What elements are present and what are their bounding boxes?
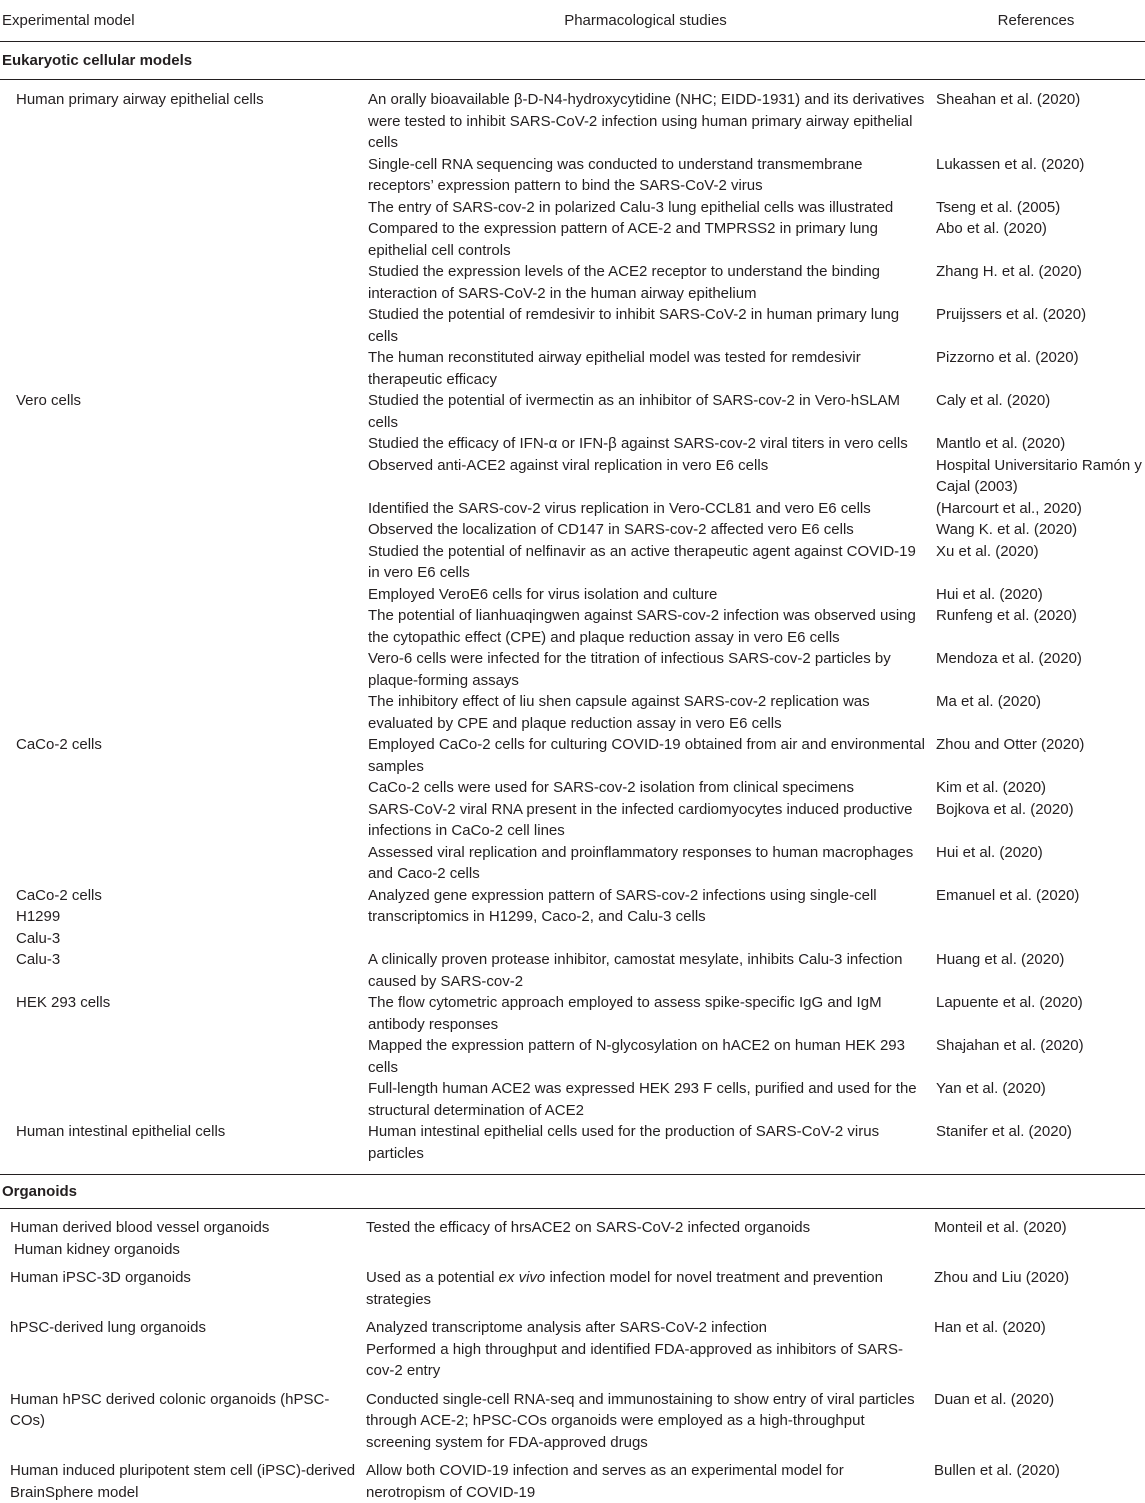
study-cell: Identified the SARS-cov-2 virus replication in Vero-CCL81 and vero E6 cells [368, 499, 871, 517]
study-cell: Studied the efficacy of IFN-α or IFN-β against SARS-cov-2 viral titers in vero cells [368, 435, 908, 452]
model-cell: CaCo-2 cells [16, 736, 102, 753]
section-body-organoids [0, 1209, 1145, 1503]
study-cell: SARS-CoV-2 viral RNA present in the infected cardiomyocytes induced productive infections in CaCo-2 cell lines [368, 800, 913, 839]
study-cell: A clinically proven protease inhibitor, camostat mesylate, inhibits Calu-3 infection caused by SARS-cov-2 [368, 951, 903, 990]
study-cell: Employed VeroE6 cells for virus isolation and culture [368, 585, 718, 603]
table-row [0, 304, 1145, 347]
reference-cell: Yan et al. (2020) [936, 1080, 1046, 1097]
table-row [0, 691, 1145, 734]
reference-cell: Stanifer et al. (2020) [936, 1123, 1072, 1140]
section-body-eukaryotic [0, 80, 1145, 1164]
model-cell [0, 304, 364, 347]
reference-cell: Monteil et al. (2020) [934, 1219, 1067, 1236]
reference-cell: Xu et al. (2020) [936, 542, 1039, 560]
model-cell [0, 842, 364, 885]
model-cell: Calu-3 [16, 951, 61, 968]
section-title-organoids: Organoids [0, 1174, 1145, 1209]
study-cell: Studied the potential of ivermectin as an inhibitor of SARS-cov-2 in Vero-hSLAM cells [368, 392, 900, 431]
reference-cell: Duan et al. (2020) [934, 1390, 1055, 1408]
study-cell: Single-cell RNA sequencing was conducted to understand transmembrane receptors’ expression pattern to bind the SARS-CoV-2 virus [368, 155, 863, 194]
table-row [0, 777, 1145, 799]
header-references: References [997, 12, 1075, 30]
study-cell: Studied the expression levels of the ACE2 receptor to understand the binding interaction of SARS-CoV-2 in the human airway epithelium [368, 263, 880, 302]
study-cell: Assessed viral replication and proinflammatory responses to human macrophages and Caco-2 cells [368, 843, 914, 882]
reference-cell: Hui et al. (2020) [936, 585, 1043, 603]
header-experimental-model: Experimental model [2, 12, 135, 30]
table-row [0, 1035, 1145, 1078]
study-cell: Conducted single-cell RNA-seq and immunostaining to show entry of viral particles through ACE-2; hPSC-COs organoids were employed as a high-throughput screening system for FDA-approved drugs [366, 1390, 915, 1451]
reference-cell: (Harcourt et al., 2020) [936, 499, 1082, 517]
reference-cell: Hospital Universitario Ramón y Cajal (2003) [936, 456, 1142, 495]
table-row [0, 498, 1145, 520]
reference-cell: Lukassen et al. (2020) [936, 155, 1085, 173]
model-cell [0, 799, 364, 842]
study-cell: The flow cytometric approach employed to assess spike-specific IgG and IgM antibody responses [368, 994, 882, 1033]
model-cell [0, 498, 364, 520]
reference-cell: Abo et al. (2020) [936, 220, 1047, 237]
model-cell [0, 433, 364, 455]
study-cell: The inhibitory effect of liu shen capsule against SARS-cov-2 replication was evaluated by CPE and plaque reduction assay in vero E6 cells [368, 693, 870, 732]
model-name: Human kidney organoids [14, 1240, 180, 1258]
table-row [0, 261, 1145, 304]
model-name: H1299 [16, 908, 61, 925]
model-cell: Human primary airway epithelial cells [16, 91, 264, 108]
table-row [0, 949, 1145, 992]
model-cell [0, 584, 364, 606]
reference-cell: Mantlo et al. (2020) [936, 435, 1066, 452]
study-text: infection model for novel treatment and prevention strategies [366, 1269, 883, 1308]
table-row [0, 648, 1145, 691]
model-cell [0, 777, 364, 799]
model-cell: Human hPSC derived colonic organoids (hPSC-COs) [10, 1390, 330, 1429]
table-row [0, 1078, 1145, 1121]
model-cell [0, 197, 364, 219]
model-cell [0, 605, 364, 648]
table-row [0, 455, 1145, 498]
model-cell [0, 541, 364, 584]
table-row [0, 197, 1145, 219]
study-cell [362, 1267, 930, 1310]
study-cell: Observed the localization of CD147 in SARS-cov-2 affected vero E6 cells [368, 521, 854, 538]
reference-cell: Mendoza et al. (2020) [936, 650, 1082, 667]
study-cell: Employed CaCo-2 cells for culturing COVID-19 obtained from air and environmental samples [368, 736, 925, 775]
table-row [0, 1267, 1145, 1310]
study-cell: The entry of SARS-cov-2 in polarized Calu-3 lung epithelial cells was illustrated [368, 198, 894, 216]
table-row [0, 584, 1145, 606]
model-cell: Vero cells [16, 392, 82, 409]
reference-cell: Sheahan et al. (2020) [936, 91, 1081, 108]
reference-cell: Zhou and Otter (2020) [936, 736, 1085, 753]
study-cell: An orally bioavailable β-D-N4-hydroxycytidine (NHC; EIDD-1931) and its derivatives were tested to inhibit SARS-CoV-2 infection using human primary airway epithelial cells [368, 91, 925, 151]
table-row [0, 992, 1145, 1035]
model-cell [0, 455, 364, 498]
reference-cell: Bojkova et al. (2020) [936, 800, 1074, 818]
reference-cell: Tseng et al. (2005) [936, 198, 1061, 216]
study-emphasis: ex vivo [498, 1269, 546, 1286]
reference-cell: Runfeng et al. (2020) [936, 607, 1077, 624]
study-cell: Observed anti-ACE2 against viral replication in vero E6 cells [368, 456, 769, 474]
study-cell: Full-length human ACE2 was expressed HEK 293 F cells, purified and used for the structural determination of ACE2 [368, 1080, 917, 1119]
reference-cell: Pizzorno et al. (2020) [936, 349, 1079, 366]
table-row [0, 1317, 1145, 1382]
reference-cell: Hui et al. (2020) [936, 843, 1043, 861]
study-text: Performed a high throughput and identified FDA-approved as inhibitors of SARS-cov-2 entry [366, 1340, 903, 1379]
model-cell [0, 154, 364, 197]
model-name: CaCo-2 cells [16, 886, 102, 904]
section-title-eukaryotic: Eukaryotic cellular models [0, 42, 1145, 80]
model-cell [0, 885, 364, 950]
table-row [0, 1217, 1145, 1260]
reference-cell: Caly et al. (2020) [936, 392, 1051, 409]
model-cell: Human induced pluripotent stem cell (iPSC)-derived BrainSphere model [10, 1462, 356, 1501]
model-cell: HEK 293 cells [16, 994, 111, 1011]
reference-cell: Pruijssers et al. (2020) [936, 306, 1087, 323]
model-cell: Human intestinal epithelial cells [16, 1123, 226, 1140]
reference-cell: Han et al. (2020) [934, 1319, 1046, 1336]
reference-cell: Kim et al. (2020) [936, 779, 1047, 796]
study-cell: Mapped the expression pattern of N-glycosylation on hACE2 on human HEK 293 cells [368, 1037, 905, 1076]
model-cell [0, 218, 364, 261]
model-name: Calu-3 [16, 929, 61, 947]
study-cell: CaCo-2 cells were used for SARS-cov-2 isolation from clinical specimens [368, 779, 855, 796]
table-header [0, 0, 1145, 42]
table-row [0, 541, 1145, 584]
study-cell: Studied the potential of nelfinavir as an active therapeutic agent against COVID-19 in vero E6 cells [368, 542, 916, 581]
table-row [0, 1460, 1145, 1503]
table-row [0, 1121, 1145, 1164]
model-cell [0, 519, 364, 541]
reference-cell: Emanuel et al. (2020) [936, 886, 1080, 904]
table-row [0, 842, 1145, 885]
reference-cell: Huang et al. (2020) [936, 951, 1065, 968]
model-name: Human derived blood vessel organoids [10, 1219, 270, 1236]
model-cell: Human iPSC-3D organoids [10, 1269, 191, 1286]
table-row [0, 154, 1145, 197]
reference-cell: Bullen et al. (2020) [934, 1462, 1060, 1479]
model-cell [0, 691, 364, 734]
study-cell: Allow both COVID-19 infection and serves as an experimental model for nerotropism of COVID-19 [366, 1462, 844, 1501]
table-row [0, 390, 1145, 433]
model-cell [0, 1035, 364, 1078]
study-cell: Human intestinal epithelial cells used for the production of SARS-CoV-2 virus particles [368, 1123, 880, 1162]
study-cell: Tested the efficacy of hrsACE2 on SARS-CoV-2 infected organoids [366, 1219, 811, 1236]
reference-cell: Ma et al. (2020) [936, 693, 1042, 710]
reference-cell: Zhang H. et al. (2020) [936, 263, 1082, 280]
header-pharmacological-studies: Pharmacological studies [564, 12, 727, 30]
table-row [0, 885, 1145, 950]
table-row [0, 1389, 1145, 1454]
reference-cell: Shajahan et al. (2020) [936, 1037, 1084, 1054]
study-text: Used as a potential [366, 1269, 499, 1286]
reference-cell: Wang K. et al. (2020) [936, 521, 1078, 538]
table-row [0, 433, 1145, 455]
model-cell [0, 347, 364, 390]
study-cell: Vero-6 cells were infected for the titration of infectious SARS-cov-2 particles by plaque-forming assays [368, 650, 891, 689]
table-row [0, 89, 1145, 154]
table-row [0, 605, 1145, 648]
reference-cell: Lapuente et al. (2020) [936, 994, 1083, 1011]
table-row [0, 347, 1145, 390]
study-cell: The potential of lianhuaqingwen against SARS-cov-2 infection was observed using the cytopathic effect (CPE) and plaque reduction assay in vero E6 cells [368, 607, 916, 646]
study-text: Analyzed transcriptome analysis after SARS-CoV-2 infection [366, 1319, 768, 1336]
table-row [0, 218, 1145, 261]
study-cell [362, 1317, 930, 1382]
model-cell: hPSC-derived lung organoids [10, 1319, 206, 1336]
table-row [0, 799, 1145, 842]
model-cell [0, 1217, 362, 1260]
study-cell: Compared to the expression pattern of ACE-2 and TMPRSS2 in primary lung epithelial cell controls [368, 220, 878, 259]
table-row [0, 519, 1145, 541]
model-cell [0, 1078, 364, 1121]
model-cell [0, 648, 364, 691]
reference-cell: Zhou and Liu (2020) [934, 1269, 1070, 1286]
study-cell: Analyzed gene expression pattern of SARS-cov-2 infections using single-cell transcriptomics in H1299, Caco-2, and Calu-3 cells [368, 886, 877, 925]
model-cell [0, 261, 364, 304]
study-cell: The human reconstituted airway epithelial model was tested for remdesivir therapeutic efficacy [368, 349, 861, 388]
table-row [0, 734, 1145, 777]
study-cell: Studied the potential of remdesivir to inhibit SARS-CoV-2 in human primary lung cells [368, 306, 900, 345]
